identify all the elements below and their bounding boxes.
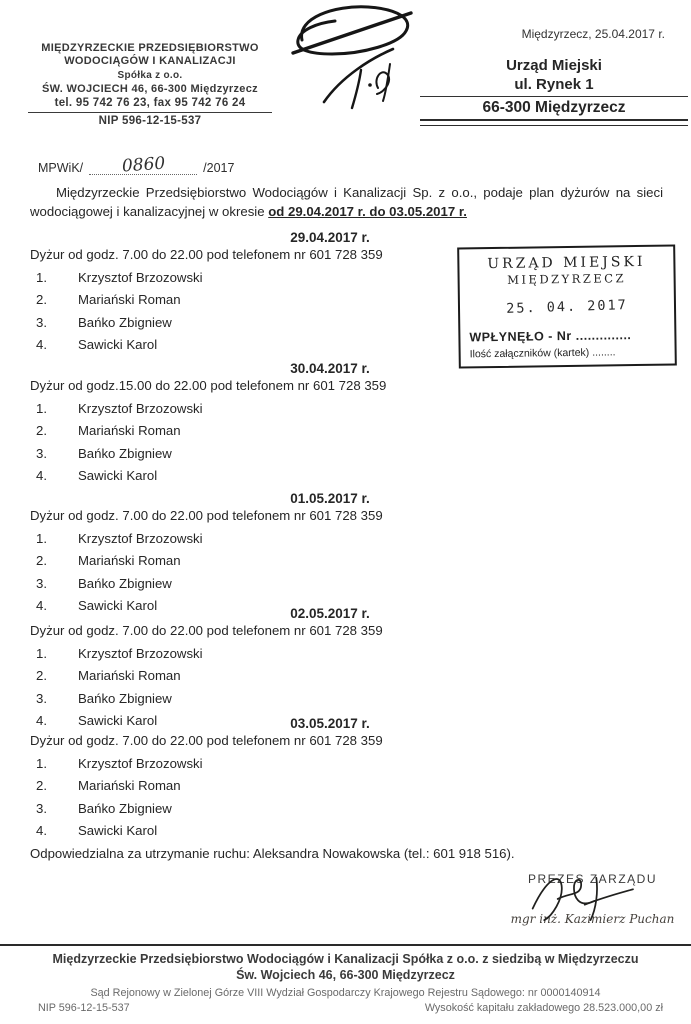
roster-row	[30, 573, 663, 595]
reference-handwritten-slot	[89, 153, 197, 177]
recipient-city: 66-300 Międzyrzecz	[482, 99, 626, 116]
roster-row	[30, 753, 663, 775]
letter-footer	[0, 944, 691, 1014]
duty-section-4	[30, 605, 663, 733]
roster-row	[30, 398, 663, 420]
signature-block	[505, 872, 680, 926]
roster-row	[30, 688, 663, 710]
row-number: 3.	[36, 314, 47, 330]
person-name: Bańko Zbigniew	[78, 445, 172, 461]
person-name: Krzysztof Brzozowski	[78, 270, 203, 285]
row-number: 2.	[36, 778, 47, 794]
row-number: 4.	[36, 337, 47, 353]
section-date: 30.04.2017 r.	[290, 361, 370, 376]
sender-company-stamp	[28, 42, 272, 128]
person-name: Mariański Roman	[78, 423, 181, 439]
person-name: Mariański Roman	[78, 668, 181, 684]
person-name: Sawicki Karol	[78, 823, 158, 839]
person-name: Krzysztof Brzozowski	[78, 646, 203, 661]
row-number: 1.	[36, 756, 47, 771]
document-date: Międzyrzecz, 25.04.2017 r.	[521, 27, 665, 41]
recipient-address-block	[420, 56, 688, 126]
footer-company-line: Międzyrzeckie Przedsiębiorstwo Wodociągów i Kanalizacji Spółka z o.o. z siedzibą w Międzyrzeczu	[52, 952, 639, 966]
sender-nip-line: NIP 596-12-15-537	[98, 115, 202, 127]
person-name: Sawicki Karol	[78, 713, 158, 729]
received-stamp-date: 25. 04. 2017	[506, 297, 628, 317]
person-name: Krzysztof Brzozowski	[78, 401, 203, 416]
signatory-name: mgr inż. Kazimierz Puchan	[510, 912, 675, 926]
person-name: Mariański Roman	[78, 553, 181, 569]
signatory-title: PREZES ZARZĄDU	[527, 872, 657, 886]
person-name: Krzysztof Brzozowski	[78, 756, 203, 771]
row-number: 1.	[36, 270, 47, 285]
roster-row	[30, 267, 663, 289]
sender-line-3: Spółka z o.o.	[117, 70, 183, 81]
duty-section-1	[30, 229, 663, 357]
section-date: 01.05.2017 r.	[290, 491, 370, 506]
row-number: 3.	[36, 575, 47, 591]
roster-row	[30, 550, 663, 572]
person-name: Bańko Zbigniew	[78, 575, 172, 591]
sender-line-1: MIĘDZYRZECKIE PRZEDSIĘBIORSTWO	[41, 42, 259, 54]
section-date: 02.05.2017 r.	[290, 606, 370, 621]
duty-hours-line: Dyżur od godz. 7.00 do 22.00 pod telefonem nr 601 728 359	[30, 508, 383, 523]
row-number: 1.	[36, 531, 47, 546]
roster-row	[30, 443, 663, 465]
intro-text: Międzyrzeckie Przedsiębiorstwo Wodociągów i Kanalizacji Sp. z o.o., podaje plan dyżurów na sieci wodociągowej i kanalizacyjnej w okresie	[30, 185, 663, 219]
roster-row	[30, 643, 663, 665]
recipient-name: Urząd Miejski	[506, 57, 602, 74]
duty-section-2	[30, 360, 663, 488]
row-number: 1.	[36, 646, 47, 661]
footer-nip: NIP 596-12-15-537	[38, 1002, 130, 1014]
person-name: Mariański Roman	[78, 778, 181, 794]
person-name: Bańko Zbigniew	[78, 800, 172, 816]
handwritten-signature-icon	[523, 866, 658, 928]
duty-section-5	[30, 715, 663, 843]
recipient-underline	[420, 119, 688, 126]
footer-address-line: Św. Wojciech 46, 66-300 Międzyrzecz	[236, 968, 455, 982]
duty-section-3	[30, 490, 663, 618]
duty-roster	[30, 267, 663, 357]
section-date: 29.04.2017 r.	[290, 230, 370, 245]
received-number-line: WPŁYNĘŁO - Nr ..............	[469, 328, 632, 345]
row-number: 3.	[36, 690, 47, 706]
row-number: 2.	[36, 553, 47, 569]
reference-suffix: /2017	[203, 161, 235, 175]
duty-period: od 29.04.2017 r. do 03.05.2017 r.	[268, 204, 467, 219]
footer-registry-line: Sąd Rejonowy w Zielonej Górze VIII Wydział Gospodarczy Krajowego Rejestru Sądowego: nr 0000140914	[90, 987, 601, 999]
section-date: 03.05.2017 r.	[290, 716, 370, 731]
sender-line-2: WODOCIĄGÓW I KANALIZACJI	[64, 55, 236, 67]
sender-line-4: ŚW. WOJCIECH 46, 66-300 Międzyrzecz	[42, 83, 258, 95]
row-number: 2.	[36, 423, 47, 439]
row-number: 2.	[36, 668, 47, 684]
row-number: 1.	[36, 401, 47, 416]
recipient-street: ul. Rynek 1	[420, 75, 688, 97]
sender-phone-line: tel. 95 742 76 23, fax 95 742 76 24	[28, 97, 272, 113]
roster-row	[30, 775, 663, 797]
roster-row	[30, 665, 663, 687]
footer-capital: Wysokość kapitału zakładowego 28.523.000,00 zł	[424, 1002, 663, 1014]
row-number: 4.	[36, 598, 47, 614]
roster-row	[30, 528, 663, 550]
row-number: 3.	[36, 800, 47, 816]
handwritten-number: 0860	[120, 153, 166, 177]
roster-row	[30, 289, 663, 311]
reference-prefix: MPWiK/	[38, 161, 84, 175]
duty-roster	[30, 753, 663, 843]
responsible-person-line: Odpowiedzialna za utrzymanie ruchu: Aleksandra Nowakowska (tel.: 601 918 516).	[30, 846, 515, 861]
person-name: Bańko Zbigniew	[78, 690, 172, 706]
received-stamp-title: URZĄD MIEJSKI	[487, 253, 646, 273]
duty-hours-line: Dyżur od godz. 7.00 do 22.00 pod telefonem nr 601 728 359	[30, 247, 383, 262]
intro-paragraph	[30, 183, 663, 221]
footer-bottom-row	[0, 1001, 691, 1014]
person-name: Sawicki Karol	[78, 468, 158, 484]
reference-number-line	[38, 153, 235, 177]
person-name: Sawicki Karol	[78, 598, 158, 614]
roster-row	[30, 820, 663, 842]
duty-roster	[30, 398, 663, 488]
duty-hours-line: Dyżur od godz.15.00 do 22.00 pod telefonem nr 601 728 359	[30, 378, 387, 393]
pen-scribble-icon	[272, 0, 437, 112]
roster-row	[30, 312, 663, 334]
roster-row	[30, 334, 663, 356]
roster-row	[30, 465, 663, 487]
row-number: 4.	[36, 713, 47, 729]
person-name: Bańko Zbigniew	[78, 314, 172, 330]
roster-row	[30, 420, 663, 442]
roster-row	[30, 798, 663, 820]
duty-hours-line: Dyżur od godz. 7.00 do 22.00 pod telefonem nr 601 728 359	[30, 733, 383, 748]
row-number: 3.	[36, 445, 47, 461]
row-number: 2.	[36, 292, 47, 308]
duty-hours-line: Dyżur od godz. 7.00 do 22.00 pod telefonem nr 601 728 359	[30, 623, 383, 638]
row-number: 4.	[36, 823, 47, 839]
person-name: Krzysztof Brzozowski	[78, 531, 203, 546]
row-number: 4.	[36, 468, 47, 484]
attachments-count-line: Ilość załączników (kartek) ........	[469, 346, 616, 361]
person-name: Sawicki Karol	[78, 337, 158, 353]
person-name: Mariański Roman	[78, 292, 181, 308]
received-stamp-subtitle: MIĘDZYRZECZ	[507, 271, 627, 287]
